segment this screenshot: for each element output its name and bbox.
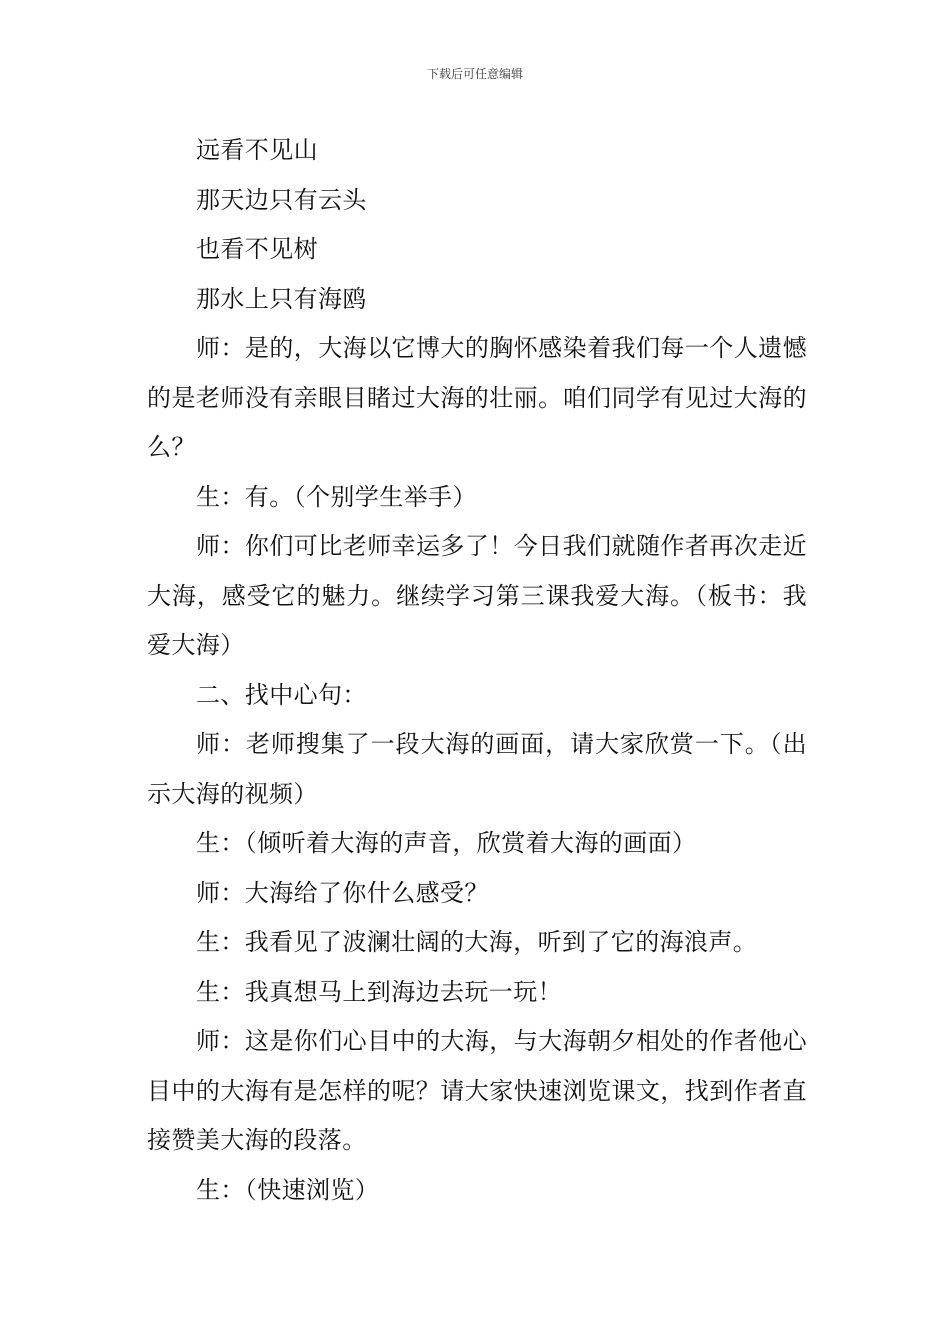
dialogue-paragraph: 师：大海给了你什么感受？	[196, 878, 489, 907]
dialogue-paragraph: 生：（快速浏览）	[196, 1175, 380, 1204]
dialogue-paragraph: 师：老师搜集了一段大海的画面，请大家欣赏一下。（出示大海的视频）	[147, 730, 807, 808]
dialogue-paragraph: 生：我看见了波澜壮阔的大海，听到了它的海浪声。	[196, 928, 758, 956]
dialogue-paragraph: 师：你们可比老师幸运多了！今日我们就随作者再次走近大海，感受它的魅力。继续学习第三课我爱大海。（板书：我爱大海）	[147, 532, 807, 659]
poem-line: 也看不见树	[196, 235, 318, 263]
dialogue-paragraph: 生：有。（个别学生举手）	[196, 482, 477, 511]
dialogue-paragraph: 师：是的，大海以它博大的胸怀感染着我们每一个人遗憾的是老师没有亲眼目睹过大海的壮丽。咱们同学有见过大海的么？	[147, 334, 807, 461]
dialogue-paragraph: 生：（倾听着大海的声音，欣赏着大海的画面）	[196, 829, 697, 857]
document-body	[147, 126, 807, 1215]
dialogue-paragraph: 师：这是你们心目中的大海，与大海朝夕相处的作者他心目中的大海有是怎样的呢？请大家快速浏览课文，找到作者直接赞美大海的段落。	[147, 1027, 807, 1154]
poem-line: 远看不见山	[196, 136, 318, 164]
page-header: 下载后可任意编辑	[426, 67, 523, 81]
section-heading: 二、找中心句：	[196, 680, 367, 709]
dialogue-paragraph: 生：我真想马上到海边去玩一玩！	[196, 977, 562, 1006]
poem-line: 那天边只有云头	[196, 185, 367, 214]
poem-line: 那水上只有海鸥	[196, 284, 367, 313]
